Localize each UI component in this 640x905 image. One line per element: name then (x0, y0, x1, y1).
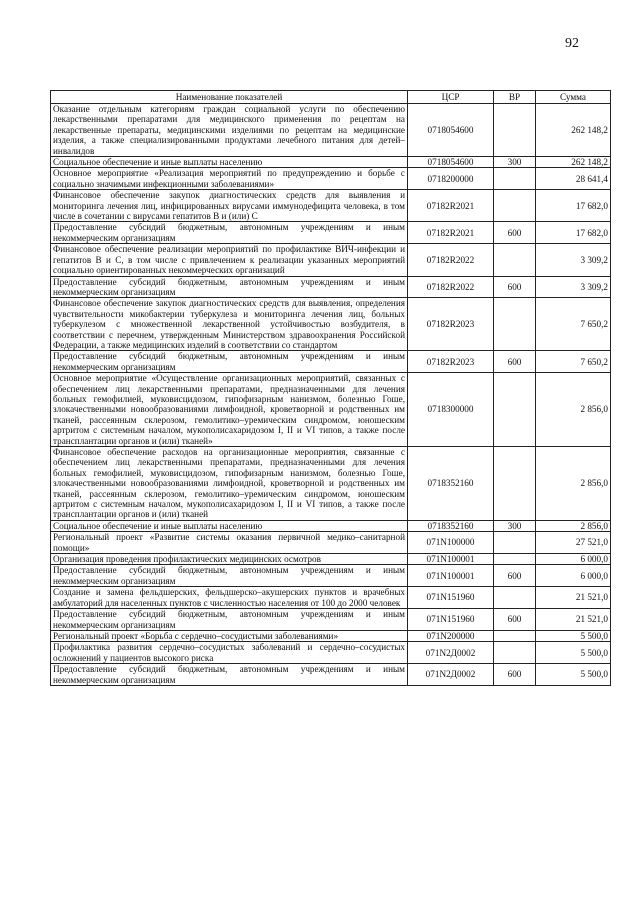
header-name: Наименование показателей (51, 91, 408, 104)
cell-vr (494, 587, 536, 609)
cell-name: Финансовое обеспечение реализации мероприятий по профилактике ВИЧ-инфекции и гепатитов В и С, в том числе с привлечением к реализации указанных мероприятий социально ориентированных некоммерческих организаций (51, 244, 408, 276)
cell-vr (494, 168, 536, 190)
table-header-row (51, 91, 611, 104)
cell-csr: 071N2Д0002 (408, 664, 494, 686)
cell-vr: 600 (494, 664, 536, 686)
cell-sum: 6 000,0 (536, 565, 611, 587)
cell-vr (494, 244, 536, 276)
table-row (51, 532, 611, 554)
cell-vr (494, 554, 536, 565)
cell-sum: 262 148,2 (536, 104, 611, 157)
cell-sum: 3 309,2 (536, 244, 611, 276)
cell-vr: 600 (494, 351, 536, 373)
cell-name: Предоставление субсидий бюджетным, автономным учреждениям и иным некоммерческим организациям (51, 351, 408, 373)
cell-vr: 300 (494, 157, 536, 168)
cell-csr: 07182R2023 (408, 298, 494, 351)
cell-name: Создание и замена фельдшерских, фельдшерско–акушерских пунктов и врачебных амбулаторий для населенных пунктов с численностью населения от 100 до 2000 человек (51, 587, 408, 609)
cell-sum: 27 521,0 (536, 532, 611, 554)
cell-vr (494, 532, 536, 554)
cell-csr: 0718300000 (408, 373, 494, 447)
cell-name: Региональный проект «Развитие системы оказания первичной медико–санитарной помощи» (51, 532, 408, 554)
cell-csr: 071N151960 (408, 609, 494, 631)
table-row (51, 554, 611, 565)
cell-vr (494, 642, 536, 664)
cell-name: Предоставление субсидий бюджетным, автономным учреждениям и иным некоммерческим организациям (51, 664, 408, 686)
cell-name: Финансовое обеспечение закупок диагностических средств для выявления, определения чувствительности микобактерии туберкулеза и мониторинга лечения лиц, больных туберкулезом с множественной лекарственной устойчивостью возбудителя, в соответствии с перечнем, утвержденным Министерством здравоохранения Российской Федерации, а также медицинских изделий в соответствии со стандартом (51, 298, 408, 351)
table-row (51, 190, 611, 222)
cell-name: Оказание отдельным категориям граждан социальной услуги по обеспечению лекарственными препаратами для медицинского применения по рецептам на лекарственные препараты, медицинскими изделиями по рецептам на медицинские изделия, а также специализированными продуктами лечебного питания для детей–инвалидов (51, 104, 408, 157)
cell-name: Предоставление субсидий бюджетным, автономным учреждениям и иным некоммерческим организациям (51, 609, 408, 631)
cell-sum: 21 521,0 (536, 609, 611, 631)
cell-vr: 600 (494, 222, 536, 244)
cell-name: Региональный проект «Борьба с сердечно–сосудистыми заболеваниями» (51, 630, 408, 641)
table-row (51, 276, 611, 298)
table-row (51, 664, 611, 686)
cell-name: Финансовое обеспечение закупок диагностических средств для выявления и мониторинга лечения лиц, инфицированных вирусами иммунодефицита человека, в том числе в сочетании с вирусами гепатитов В и (или) С (51, 190, 408, 222)
table-row (51, 520, 611, 531)
page-number: 92 (565, 36, 579, 51)
cell-csr: 071N100001 (408, 554, 494, 565)
cell-csr: 071N2Д0002 (408, 642, 494, 664)
cell-name: Социальное обеспечение и иные выплаты населению (51, 520, 408, 531)
cell-vr: 600 (494, 276, 536, 298)
cell-csr: 0718054600 (408, 157, 494, 168)
table-row (51, 642, 611, 664)
cell-vr: 300 (494, 520, 536, 531)
cell-sum: 5 500,0 (536, 642, 611, 664)
cell-csr: 07182R2021 (408, 222, 494, 244)
cell-vr (494, 298, 536, 351)
cell-csr: 07182R2022 (408, 244, 494, 276)
cell-vr (494, 630, 536, 641)
budget-table (50, 90, 611, 686)
cell-csr: 071N200000 (408, 630, 494, 641)
table-row (51, 244, 611, 276)
cell-csr: 07182R2021 (408, 190, 494, 222)
cell-sum: 28 641,4 (536, 168, 611, 190)
table-row (51, 222, 611, 244)
cell-csr: 07182R2023 (408, 351, 494, 373)
cell-csr: 0718054600 (408, 104, 494, 157)
cell-csr: 0718352160 (408, 520, 494, 531)
table-body (51, 104, 611, 686)
cell-csr: 071N151960 (408, 587, 494, 609)
cell-vr (494, 104, 536, 157)
table-row (51, 630, 611, 641)
header-csr: ЦСР (408, 91, 494, 104)
cell-sum: 5 500,0 (536, 630, 611, 641)
header-sum: Сумма (536, 91, 611, 104)
table-row (51, 609, 611, 631)
cell-vr (494, 447, 536, 521)
table-row (51, 351, 611, 373)
cell-vr: 600 (494, 565, 536, 587)
cell-csr: 0718352160 (408, 447, 494, 521)
cell-csr: 07182R2022 (408, 276, 494, 298)
cell-name: Предоставление субсидий бюджетным, автономным учреждениям и иным некоммерческим организациям (51, 222, 408, 244)
cell-sum: 5 500,0 (536, 664, 611, 686)
cell-sum: 2 856,0 (536, 520, 611, 531)
cell-sum: 3 309,2 (536, 276, 611, 298)
table-row (51, 373, 611, 447)
table-row (51, 104, 611, 157)
table-row (51, 587, 611, 609)
cell-vr (494, 373, 536, 447)
cell-sum: 21 521,0 (536, 587, 611, 609)
cell-sum: 7 650,2 (536, 351, 611, 373)
cell-sum: 2 856,0 (536, 373, 611, 447)
table-row (51, 168, 611, 190)
cell-name: Предоставление субсидий бюджетным, автономным учреждениям и иным некоммерческим организациям (51, 565, 408, 587)
table-row (51, 298, 611, 351)
cell-name: Основное мероприятие «Осуществление организационных мероприятий, связанных с обеспечением лиц лекарственными препаратами, предназначенными для лечения больных гемофилией, муковисцидозом, гипофизарным нанизмом, болезнью Гоше, злокачественными новообразованиями лимфоидной, кроветворной и родственных им тканей, рассеянным склерозом, гемолитико–уремическим синдромом, юношеским артритом с системным началом, мукополисахаридозом I, II и VI типов, а также после трансплантации органов и (или) тканей» (51, 373, 408, 447)
cell-vr: 600 (494, 609, 536, 631)
table-row (51, 565, 611, 587)
cell-name: Организация проведения профилактических медицинских осмотров (51, 554, 408, 565)
cell-sum: 6 000,0 (536, 554, 611, 565)
header-vr: ВР (494, 91, 536, 104)
table-row (51, 447, 611, 521)
cell-name: Финансовое обеспечение расходов на организационные мероприятия, связанные с обеспечением лиц лекарственными препаратами, предназначенными для лечения больных гемофилией, муковисцидозом, гипофизарным нанизмом, болезнью Гоше, злокачественными новообразованиями лимфоидной, кроветворной и родственных им тканей, рассеянным склерозом, гемолитико–уремическим синдромом, юношеским артритом с системным началом, мукополисахаридозом I, II и VI типов, а также после трансплантации органов и (или) тканей (51, 447, 408, 521)
cell-vr (494, 190, 536, 222)
cell-name: Социальное обеспечение и иные выплаты населению (51, 157, 408, 168)
cell-sum: 17 682,0 (536, 190, 611, 222)
cell-name: Профилактика развития сердечно–сосудистых заболеваний и сердечно–сосудистых осложнений у пациентов высокого риска (51, 642, 408, 664)
cell-sum: 7 650,2 (536, 298, 611, 351)
cell-csr: 071N100001 (408, 565, 494, 587)
cell-sum: 2 856,0 (536, 447, 611, 521)
cell-sum: 17 682,0 (536, 222, 611, 244)
cell-csr: 0718200000 (408, 168, 494, 190)
cell-name: Предоставление субсидий бюджетным, автономным учреждениям и иным некоммерческим организациям (51, 276, 408, 298)
cell-csr: 071N100000 (408, 532, 494, 554)
cell-sum: 262 148,2 (536, 157, 611, 168)
cell-name: Основное мероприятие «Реализация мероприятий по предупреждению и борьбе с социально значимыми инфекционными заболеваниями» (51, 168, 408, 190)
table-row (51, 157, 611, 168)
